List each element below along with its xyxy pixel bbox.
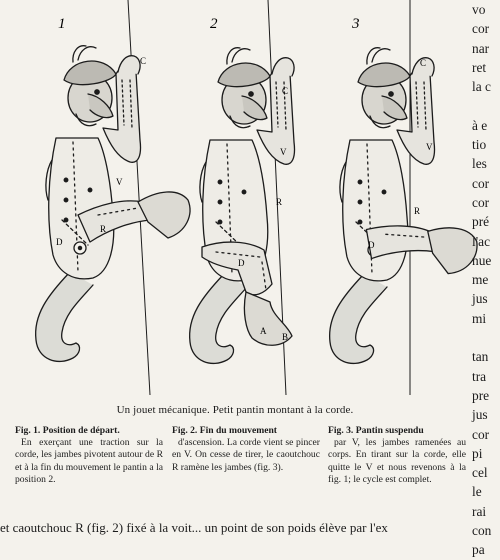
right-column-line: pa xyxy=(472,542,485,558)
right-column-line: pi xyxy=(472,445,483,461)
right-column-text xyxy=(472,0,500,558)
right-column-line: cor xyxy=(472,21,490,37)
right-column-line: cel xyxy=(472,465,488,481)
right-column-line: nue xyxy=(472,252,492,268)
label-d-fig3: D xyxy=(368,240,375,250)
right-column-line: mi xyxy=(472,310,487,326)
right-column-line: les xyxy=(472,156,487,172)
right-column-line: l'ac xyxy=(472,233,491,249)
right-column-line: vo xyxy=(472,2,486,17)
legend-fig2 xyxy=(172,425,320,474)
puppet-fig1 xyxy=(36,46,190,362)
label-c-fig2: C xyxy=(282,86,289,96)
right-column-line: à e xyxy=(472,117,488,133)
right-column-line xyxy=(472,96,500,115)
bottom-text-line: et caoutchouc R (fig. 2) fixé à la voit... un point de son poids élève par l'ex xyxy=(0,520,388,535)
right-column-line xyxy=(472,328,500,347)
fig-number-1: 1 xyxy=(58,16,66,32)
label-r-fig2: R xyxy=(276,197,283,207)
label-b-fig2: B xyxy=(282,332,289,342)
label-r-fig1: R xyxy=(100,224,107,234)
right-column-line: ret xyxy=(472,59,487,75)
label-v-fig2: V xyxy=(280,147,287,157)
label-c-fig1: C xyxy=(140,56,147,66)
label-v-fig1: V xyxy=(116,177,123,187)
label-d-fig1: D xyxy=(56,237,63,247)
label-a-fig2: A xyxy=(260,326,267,336)
fig-number-3: 3 xyxy=(352,16,360,32)
puppet-fig3 xyxy=(330,48,481,364)
right-column-line: la c xyxy=(472,79,491,95)
right-column-line: cor xyxy=(472,175,490,191)
label-v-fig3: V xyxy=(426,142,433,152)
fig-number-2: 2 xyxy=(210,16,218,32)
right-column-line: jus xyxy=(472,291,488,307)
right-column-line: tio xyxy=(472,137,487,153)
right-column-line: pre xyxy=(472,387,490,403)
right-column-line: tan xyxy=(472,349,489,365)
legend-fig3-body: par V, les jambes ramenées au corps. En tirant sur la corde, elle quitte le V et nous revenons à la fig. 1; le cycle est complet. xyxy=(328,437,466,485)
right-column-line: le xyxy=(472,484,482,500)
label-r-fig3: R xyxy=(414,206,421,216)
right-column-line: cor xyxy=(472,194,490,210)
right-column-line: me xyxy=(472,272,489,288)
legend-fig2-body: d'ascension. La corde vient se pincer en V. On cesse de tirer, le caoutchouc R ramène les jambes (fig. 3). xyxy=(172,437,320,473)
right-column-line: cor xyxy=(472,426,490,442)
right-column-line: pré xyxy=(472,214,490,230)
legend-fig1-title: Fig. 1. Position de départ. xyxy=(15,425,120,436)
legend-fig1 xyxy=(15,425,163,486)
right-column-line: tra xyxy=(472,368,487,384)
legend-fig1-body: En exerçant une traction sur la corde, les jambes pivotent autour de R et à la fin du mouvement le pantin a la position 2. xyxy=(15,437,163,485)
legend-fig2-title: Fig. 2. Fin du mouvement xyxy=(172,425,278,436)
label-d-fig2: D xyxy=(238,258,245,268)
right-column-line: rai xyxy=(472,503,487,519)
label-c-fig3: C xyxy=(420,58,427,68)
legend-fig3-title: Fig. 3. Pantin suspendu xyxy=(328,425,424,436)
right-column-line: nar xyxy=(472,40,490,56)
right-column-line: con xyxy=(472,523,492,539)
figure-caption: Un jouet mécanique. Petit pantin montant à la corde. xyxy=(116,404,354,416)
legend-fig3 xyxy=(328,425,466,486)
right-column-line: jus xyxy=(472,407,488,423)
